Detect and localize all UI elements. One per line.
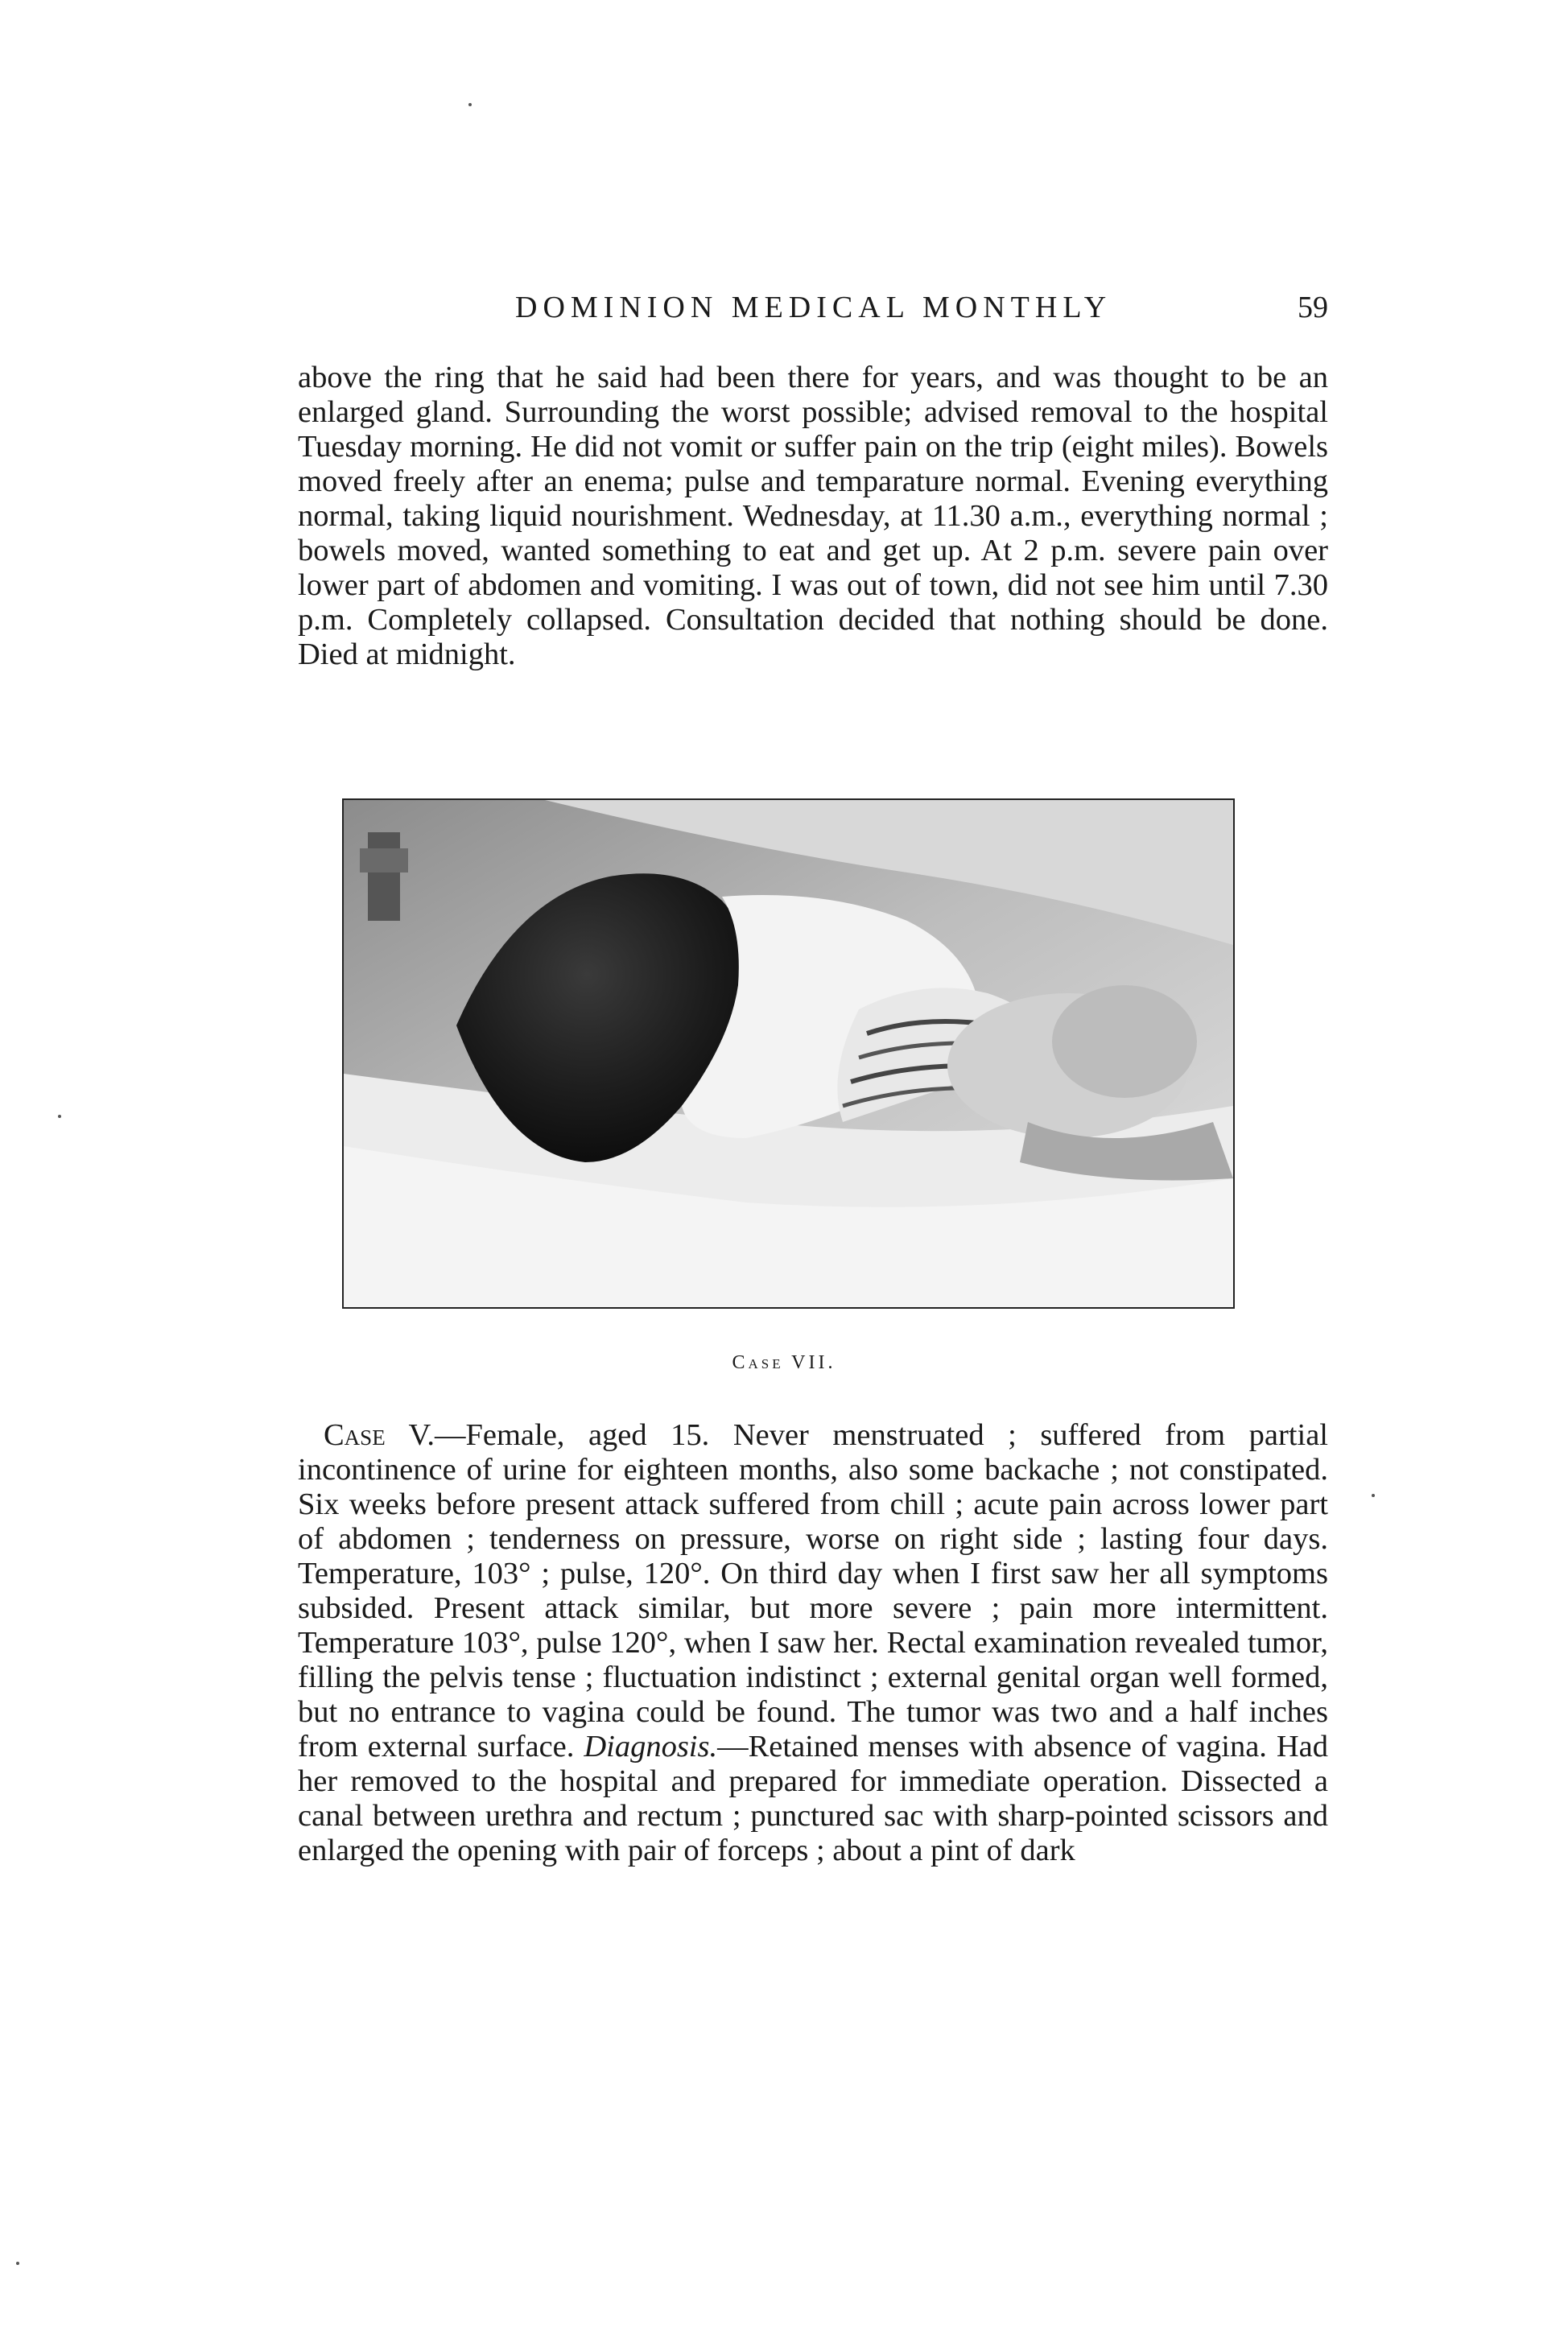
case-heading: Case [324,1418,386,1452]
diagnosis-label: Diagnosis. [584,1730,718,1764]
page-header [290,290,1328,338]
case-v-text-part-2: —Retained menses with absence of vagina. Had her removed to the hospital and prepared for immediate operation. Dissected a canal between urethra and rectum ; punctured sac with sharp-pointed scissors and enlarged the opening with pair of forceps ; about a pint of dark [298,1730,1328,1867]
paper-speck [58,1115,61,1118]
photograph-illustration [344,800,1233,1307]
case-v-paragraph [298,1418,1328,1868]
page-number: 59 [1298,291,1328,324]
running-head: DOMINION MEDICAL MONTHLY [515,291,1112,324]
paper-speck [1372,1494,1375,1497]
case-photograph [342,798,1235,1309]
paper-speck [16,2262,19,2265]
paragraph-continued: above the ring that he said had been there for years, and was thought to be an enlarged gland. Surrounding the worst possible; advised removal to the hospital Tuesday morning. He did not vomit or suffer pain on the trip (eight miles). Bowels moved freely after an enema; pulse and temparature normal. Evening everything normal, taking liquid nourishment. Wednesday, at 11.30 a.m., everything normal ; bowels moved, wanted something to eat and get up. At 2 p.m. severe pain over lower part of abdomen and vomiting. I was out of town, did not see him until 7.30 p.m. Completely collapsed. Consultation decided that nothing should be done. Died at midnight. [298,361,1328,671]
figure-caption: Case VII. [732,1352,836,1373]
paper-speck [468,103,472,106]
case-v-text-part-1: V.—Female, aged 15. Never menstruated ; suffered from partial incontinence of urine for eighteen months, also some backache ; not constipated. Six weeks before present attack suffered from chill ; acute pain across lower part of abdomen ; tenderness on pressure, worse on right side ; lasting four days. Temperature, 103° ; pulse, 120°. On third day when I first saw her all symptoms subsided. Present attack similar, but more severe ; pain more intermittent. Temperature 103°, pulse 120°, when I saw her. Rectal examination revealed tumor, filling the pelvis tense ; fluctuation indistinct ; external genital organ well formed, but no entrance to vagina could be found. The tumor was two and a half inches from external surface. [298,1418,1328,1764]
